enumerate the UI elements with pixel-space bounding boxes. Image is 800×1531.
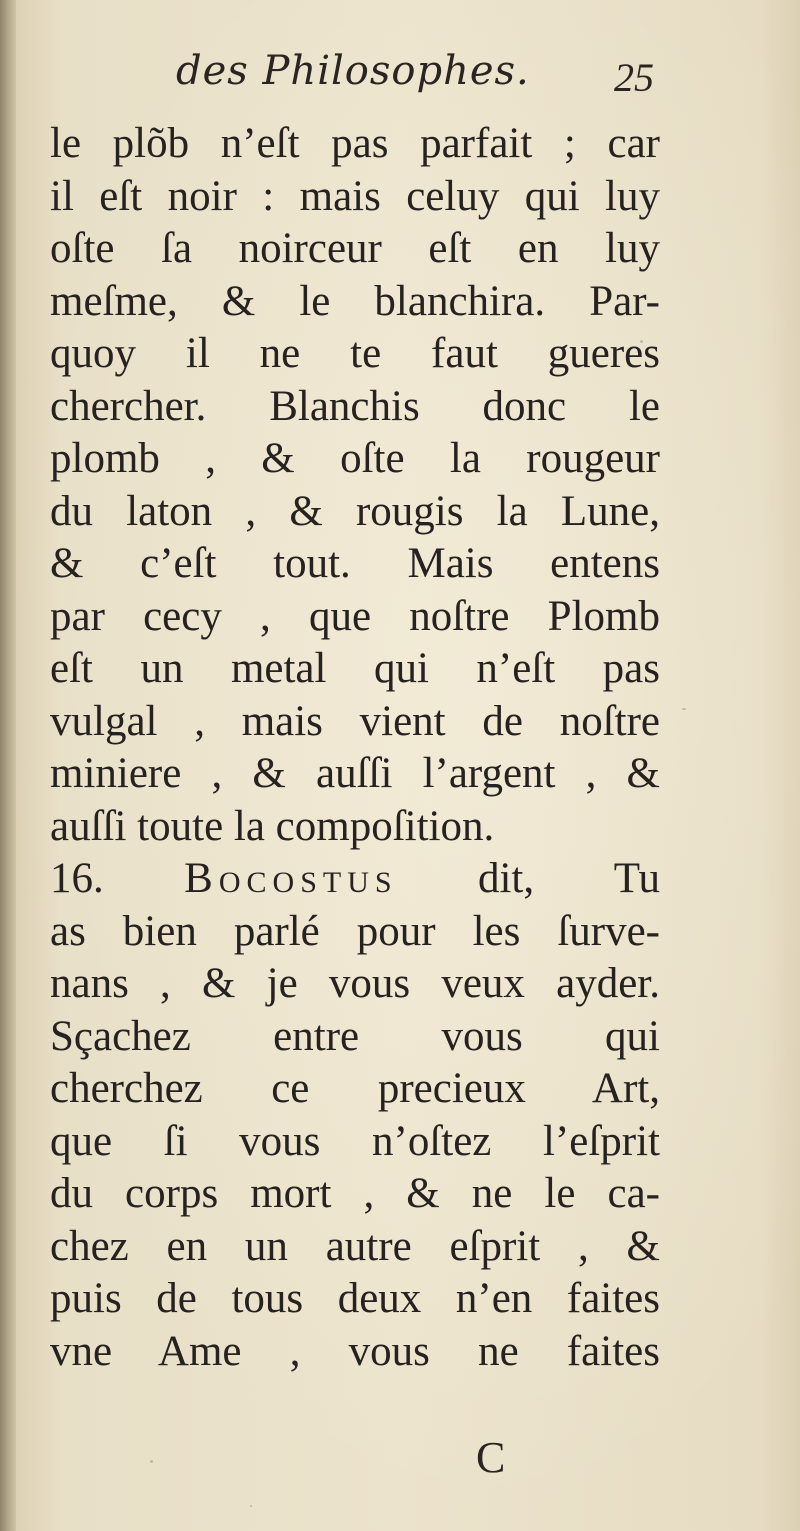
paper-speck (250, 1505, 252, 1507)
running-title: des Philosophes. (176, 48, 530, 94)
speaker-name: Bocostus (184, 855, 398, 902)
text-line: vulgal , mais vient de noſtre (50, 697, 660, 745)
page-header (0, 48, 800, 118)
page-number: 25 (614, 55, 654, 100)
text-line: nans , & je vous veux ayder. (50, 960, 660, 1007)
text-line: miniere , & auſſi l’argent , & (50, 750, 660, 797)
text-line: plomb , & oſte la rougeur (50, 435, 660, 482)
text-line: par cecy , que noſtre Plomb (50, 592, 660, 640)
text-line: chez en un autre eſprit , & (50, 1222, 660, 1270)
paper-speck (682, 708, 686, 710)
text-line: cherchez ce precieux Art, (50, 1065, 660, 1112)
paragraph-lead: dit, Tu (477, 855, 661, 902)
text-line: oſte ſa noirceur eſt en luy (50, 225, 660, 272)
text-line: du corps mort , & ne le ca- (50, 1170, 660, 1217)
paper-speck (150, 1460, 153, 1463)
paragraph-16-line (50, 853, 660, 906)
signature-mark: C (476, 1433, 506, 1482)
text-line: quoy il ne te faut gueres (50, 330, 660, 377)
text-line: & c’eſt tout. Mais entens (50, 540, 660, 587)
text-line: Sçachez entre vous qui (50, 1012, 660, 1060)
paragraph-number: 16. (50, 855, 104, 902)
text-line: le plõb n’eſt pas parfait ; car (50, 120, 660, 167)
text-line: du laton , & rougis la Lune, (50, 487, 660, 535)
text-line: il eſt noir : mais celuy qui luy (50, 172, 660, 220)
text-line: auſſi toute la compoſition. (50, 802, 495, 850)
page-gutter (0, 0, 16, 1531)
text-line: as bien parlé pour les ſurve- (50, 907, 660, 955)
body-text (50, 118, 660, 1378)
text-line: que ſi vous n’oſtez l’eſprit (50, 1117, 660, 1165)
text-line: vne Ame , vous ne faites (50, 1327, 660, 1375)
text-line: eſt un metal qui n’eſt pas (50, 645, 660, 692)
text-line: puis de tous deux n’en faites (50, 1275, 660, 1322)
text-line: meſme, & le blanchira. Par- (50, 277, 660, 325)
text-line: chercher. Blanchis donc le (50, 382, 660, 430)
